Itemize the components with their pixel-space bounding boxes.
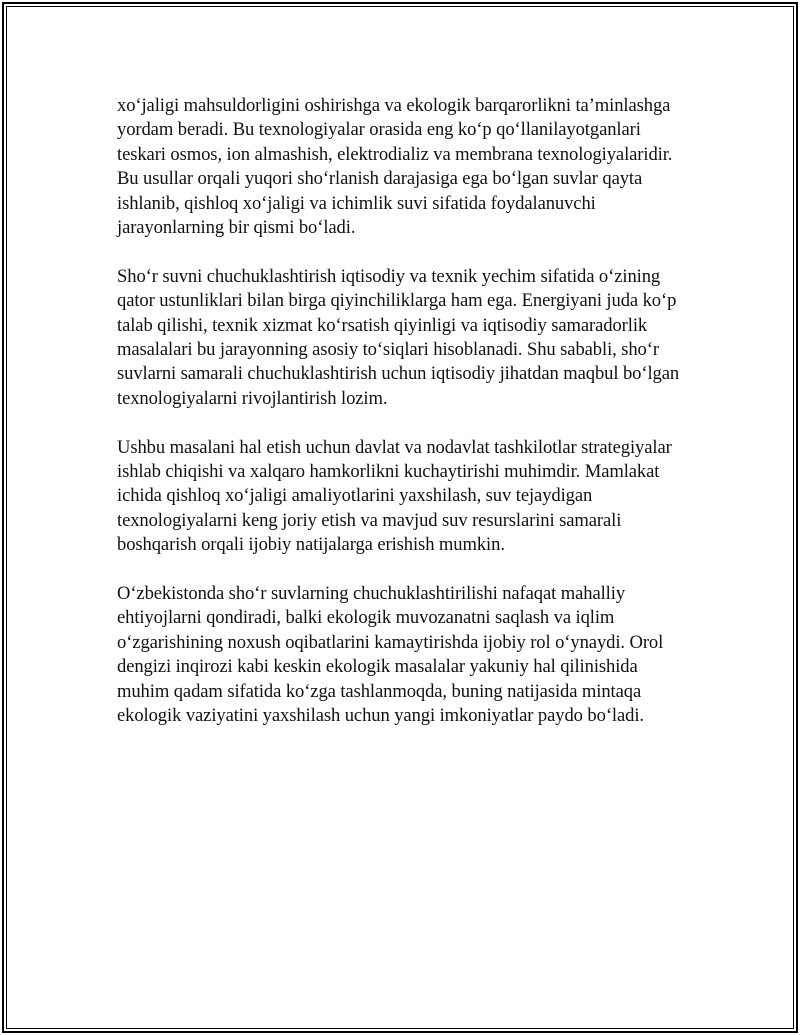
text-line: xo‘jaligi mahsuldorligini oshirishga va ekologik barqarorlikni ta’minlashga — [117, 95, 671, 116]
text-line: Sho‘r suvni chuchuklashtirish iqtisodiy va texnik yechim sifatida o‘zining — [117, 265, 661, 287]
text-line: muhim qadam sifatida ko‘zga tashlanmoqda, buning natijasida mintaqa — [117, 680, 642, 702]
document-body — [117, 94, 697, 753]
text-line: qator ustunliklari bilan birga qiyinchiliklarga ham ega. Energiyani juda ko‘p — [117, 290, 677, 312]
text-line: ishlanib, qishloq xo‘jaligi va ichimlik suvi sifatida foydalanuvchi — [117, 192, 596, 214]
text-line: ichida qishloq xo‘jaligi amaliyotlarini yaxshilash, suv tejaydigan — [117, 485, 593, 507]
text-line: masalalari bu jarayonning asosiy to‘siqlari hisoblanadi. Shu sababli, sho‘r — [117, 339, 659, 361]
text-line: teskari osmos, ion almashish, elektrodializ va membrana texnologiyalaridir. — [117, 143, 673, 165]
text-line: Ushbu masalani hal etish uchun davlat va nodavlat tashkilotlar strategiyalar — [117, 436, 672, 458]
paragraph-3 — [117, 436, 697, 558]
text-line: jarayonlarning bir qismi bo‘ladi. — [117, 217, 356, 239]
text-line: texnologiyalarni rivojlantirish lozim. — [117, 387, 388, 409]
text-line: texnologiyalarni keng joriy etish va mavjud suv resurslarini samarali — [117, 509, 622, 531]
text-line: o‘zgarishining noxush oqibatlarini kamaytirishda ijobiy rol o‘ynaydi. Orol — [117, 631, 664, 653]
paragraph-2 — [117, 265, 697, 411]
text-line: suvlarni samarali chuchuklashtirish uchun iqtisodiy jihatdan maqbul bo‘lgan — [117, 363, 680, 385]
text-line: ehtiyojlarni qondiradi, balki ekologik muvozanatni saqlash va iqlim — [117, 607, 615, 629]
text-line: yordam beradi. Bu texnologiyalar orasida eng ko‘p qo‘llanilayotganlari — [117, 119, 641, 141]
text-line: O‘zbekistonda sho‘r suvlarning chuchuklashtirilishi nafaqat mahalliy — [117, 583, 626, 605]
paragraph-4 — [117, 582, 697, 728]
text-line: boshqarish orqali ijobiy natijalarga erishish mumkin. — [117, 534, 505, 556]
text-line: talab qilishi, texnik xizmat ko‘rsatish qiyinligi va iqtisodiy samaradorlik — [117, 314, 648, 336]
text-line: dengizi inqirozi kabi keskin ekologik masalalar yakuniy hal qilinishida — [117, 656, 638, 678]
text-line: Bu usullar orqali yuqori sho‘rlanish darajasiga ega bo‘lgan suvlar qayta — [117, 168, 643, 190]
text-line: ishlab chiqishi va xalqaro hamkorlikni kuchaytirishi muhimdir. Mamlakat — [117, 461, 660, 483]
paragraph-1 — [117, 94, 697, 240]
text-line: ekologik vaziyatini yaxshilash uchun yangi imkoniyatlar paydo bo‘ladi. — [117, 705, 644, 727]
